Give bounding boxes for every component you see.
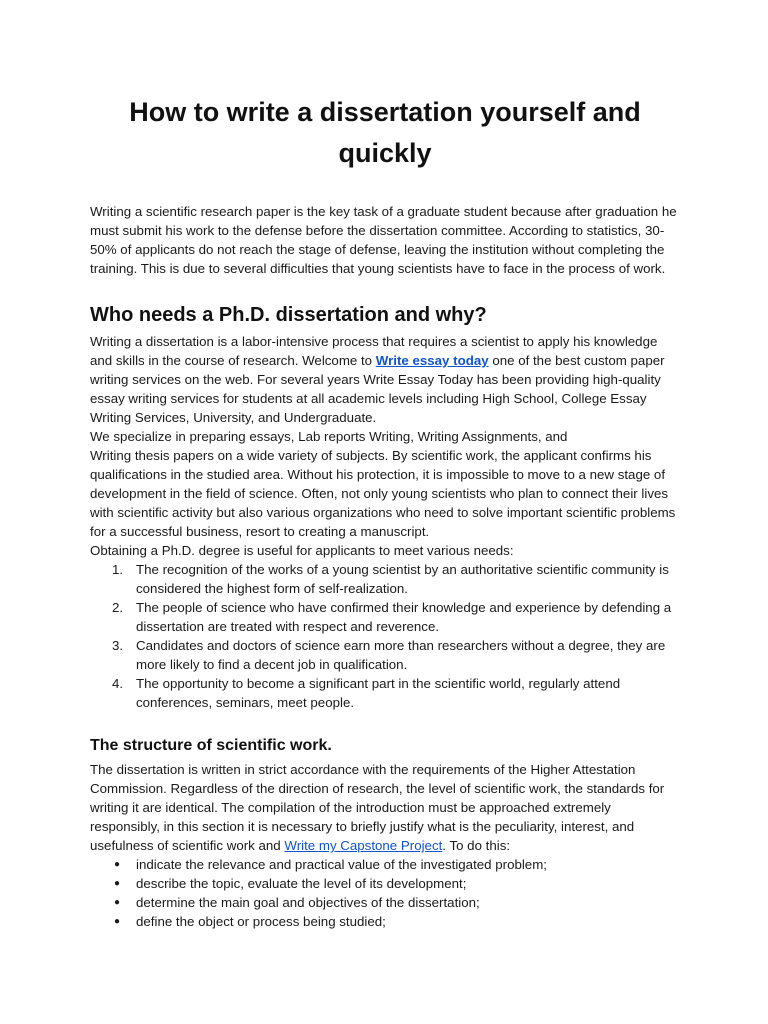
write-essay-today-link[interactable]: Write essay today: [375, 353, 489, 368]
list-item-text: Candidates and doctors of science earn more than researchers without a degree, they are more likely to find a decent job in qualification.: [136, 638, 666, 672]
list-item: [90, 855, 680, 874]
list-item-text: indicate the relevance and practical value of the investigated problem;: [136, 857, 547, 872]
list-item: [90, 912, 680, 931]
list-item-number: 3.: [112, 638, 124, 653]
list-item-text: describe the topic, evaluate the level of its development;: [136, 876, 467, 891]
list-item-text: The opportunity to become a significant part in the scientific world, regularly attend conferences, seminars, meet people.: [136, 676, 621, 710]
bullet-icon: ●: [114, 859, 121, 870]
list-item-text: define the object or process being studied;: [136, 914, 386, 929]
list-item-number: 1.: [112, 562, 124, 577]
bullet-icon: ●: [114, 878, 121, 889]
needs-numbered-list: [90, 560, 680, 712]
phd-paragraph-2: [90, 427, 680, 541]
section-heading-phd: Who needs a Ph.D. dissertation and why?: [90, 304, 487, 326]
intro-paragraph: Writing a scientific research paper is the key task of a graduate student because after graduation he must submit his work to the defense before the dissertation committee. According to statistics, 30-50% of applicants do not reach the stage of defense, leaving the institution without completing the training. This is due to several difficulties that young scientists have to face in the process of work.: [90, 204, 677, 276]
page-title: How to write a dissertation yourself and quickly: [129, 97, 641, 168]
phd-paragraph-2-rest: Writing thesis papers on a wide variety of subjects. By scientific work, the applicant confirms his qualifications in the studied area. Without his protection, it is impossible to move to a new stage of development in the field of science. Often, not only young scientists who plan to connect their lives with scientific activity but also various organizations who need to solve important scientific problems for a successful business, resort to creating a manuscript.: [90, 448, 676, 539]
bullet-icon: ●: [114, 916, 121, 927]
list-item-number: 4.: [112, 676, 124, 691]
structure-paragraph: [90, 760, 680, 855]
structure-bullet-list: [90, 855, 680, 931]
phd-paragraph-3: Obtaining a Ph.D. degree is useful for applicants to meet various needs:: [90, 543, 514, 558]
document-page: [90, 0, 680, 931]
list-item: [90, 560, 680, 598]
structure-paragraph-text-b: . To do this:: [442, 838, 511, 853]
phd-paragraph-2-line-1: We specialize in preparing essays, Lab reports Writing, Writing Assignments, and: [90, 429, 568, 444]
phd-paragraph-1-text-b: one of the best custom paper writing services on the web. For several years Write Essay Today has been providing high-quality essay writing services for students at all academic levels including High School, College Essay Writing Services, University, and Undergraduate.: [90, 353, 665, 425]
phd-paragraph-1-text-a: Writing a dissertation is a labor-intensive process that requires a scientist to apply his knowledge and skills in the course of research. Welcome to: [90, 334, 658, 368]
list-item-number: 2.: [112, 600, 124, 615]
bullet-icon: ●: [114, 897, 121, 908]
list-item-text: determine the main goal and objectives of the dissertation;: [136, 895, 480, 910]
list-item: [90, 636, 680, 674]
list-item-text: The recognition of the works of a young scientist by an authoritative scientific community is considered the highest form of self-realization.: [136, 562, 669, 596]
list-item-text: The people of science who have confirmed their knowledge and experience by defending a dissertation are treated with respect and reverence.: [136, 600, 672, 634]
phd-paragraph-1: [90, 332, 680, 427]
section-heading-structure: The structure of scientific work.: [90, 737, 332, 754]
write-my-capstone-project-link[interactable]: Write my Capstone Project: [284, 838, 443, 853]
structure-paragraph-text-a: The dissertation is written in strict accordance with the requirements of the Higher Attestation Commission. Regardless of the direction of research, the level of scientific work, the standards for writing it are identical. The compilation of the introduction must be approached extremely responsibly, in this section it is necessary to briefly justify what is the peculiarity, interest, and usefulness of scientific work and: [90, 762, 665, 853]
list-item: [90, 874, 680, 893]
list-item: [90, 674, 680, 712]
list-item: [90, 598, 680, 636]
list-item: [90, 893, 680, 912]
